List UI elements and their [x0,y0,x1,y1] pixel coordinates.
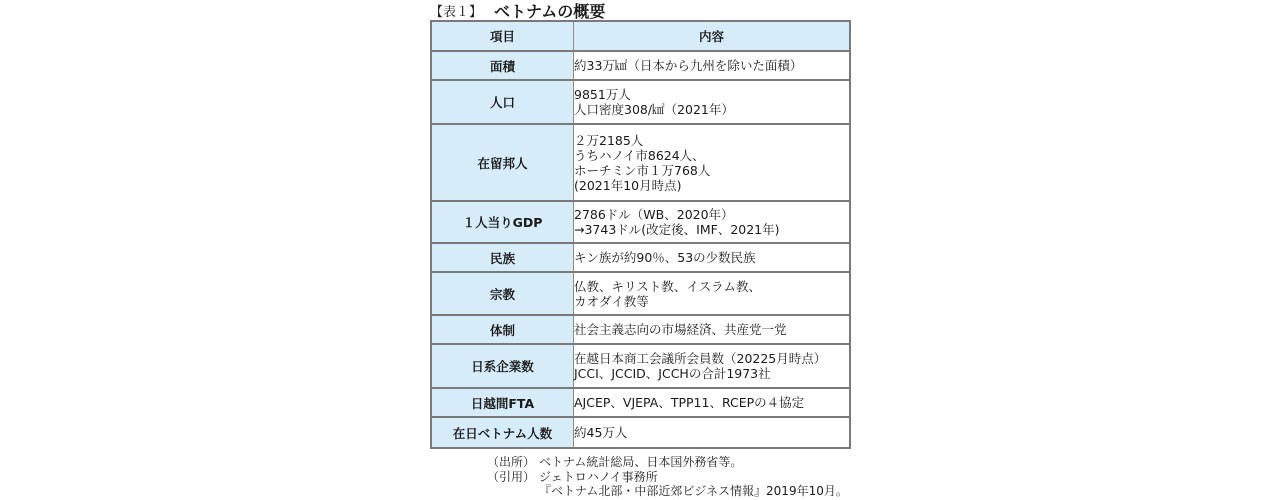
row-value [574,124,851,201]
note-line [487,470,848,485]
note-text: ジェトロハノイ事務所 [539,469,658,484]
row-value [574,243,851,272]
row-label: 日系企業数 [431,344,574,388]
row-label: １人当りGDP [431,201,574,243]
value-line: ２万2185人 [574,132,644,148]
value-line: AJCEP、VJEPA、TPP11、RCEPの４協定 [574,395,805,410]
overview-table [430,20,851,449]
row-label: 日越間FTA [431,388,574,417]
row-value [574,417,851,448]
table-number: 【表１】 [430,4,483,20]
note-text: 『ベトナム北部・中部近郊ビジネス情報』2019年10月。 [539,484,848,498]
table-row [431,272,850,315]
value-line: うちハノイ市8624人、 [574,147,705,163]
value-line: 人口密度308/㎢（2021年） [574,102,734,117]
note-tag: （出所） [487,455,536,469]
value-line: →3743ドル(改定後、IMF、2021年) [574,222,780,237]
row-label: 在日ベトナム人数 [431,417,574,448]
table-title [430,0,605,20]
table-row [431,344,850,388]
table-row [431,388,850,417]
row-label: 在留邦人 [431,124,574,201]
row-value [574,80,851,124]
column-header-content: 内容 [574,21,851,51]
row-value [574,51,851,80]
row-value [574,272,851,315]
source-notes [487,455,848,499]
value-line: 社会主義志向の市場経済、共産党一党 [574,322,787,337]
value-line: カオダイ教等 [574,293,649,309]
row-value [574,201,851,243]
note-text: ベトナム統計総局、日本国外務省等。 [539,455,743,469]
table-row [431,417,850,448]
value-line: キン族が約90％、53の少数民族 [574,250,756,265]
value-line: 仏教、キリスト教、イスラム教、 [574,278,762,294]
row-label: 面積 [431,51,574,80]
row-label: 人口 [431,80,574,124]
value-line: (2021年10月時点) [574,177,682,193]
table-row [431,51,850,80]
value-line: 9851万人 [574,87,631,102]
value-line: ホーチミン市１万768人 [574,162,711,178]
note-line [487,455,848,470]
header-row [431,21,850,51]
table-row [431,80,850,124]
row-label: 民族 [431,243,574,272]
table-row [431,201,850,243]
row-label: 体制 [431,315,574,344]
value-line: 在越日本商工会議所会員数（20225月時点） [574,351,827,366]
note-line [487,484,848,499]
table-row [431,124,850,201]
table-title-text: ベトナムの概要 [494,1,606,21]
note-tag: （引用） [487,469,536,484]
value-line: 約45万人 [574,425,628,440]
value-line: 2786ドル（WB、2020年） [574,207,734,222]
value-line: 約33万㎢（日本から九州を除いた面積） [574,58,803,73]
row-value [574,388,851,417]
table-row [431,315,850,344]
value-line: JCCI、JCCID、JCCHの合計1973社 [574,366,771,381]
row-value [574,344,851,388]
row-value [574,315,851,344]
note-tag [487,484,539,499]
column-header-item: 項目 [431,21,574,51]
row-label: 宗教 [431,272,574,315]
table-row [431,243,850,272]
